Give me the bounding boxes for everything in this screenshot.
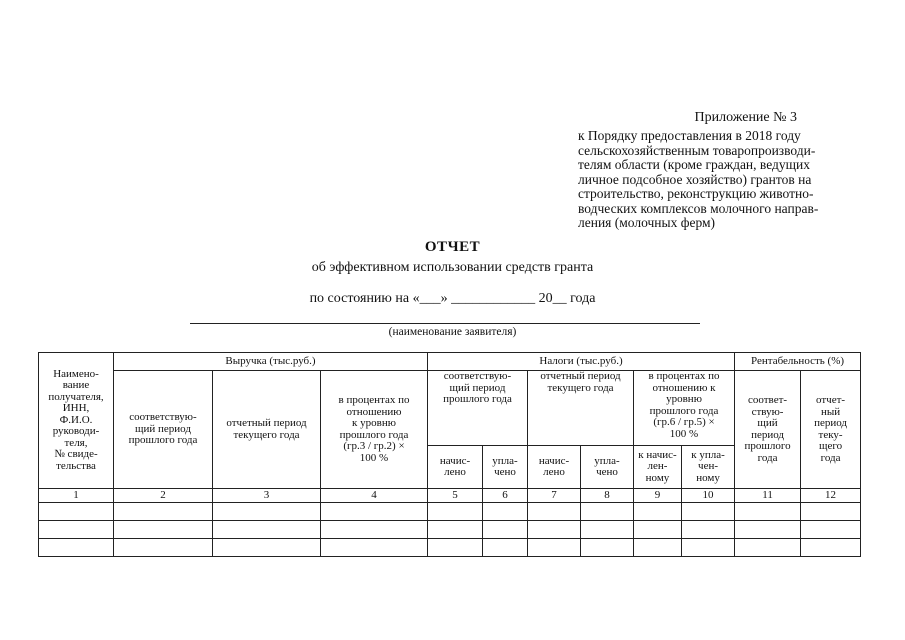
header-tax-to-paid: к упла- чен- ному	[682, 446, 735, 489]
header-tax-accrued: начис- лено	[428, 446, 483, 489]
appendix-line: сельскохозяйственным товаропроизводи-	[578, 142, 816, 158]
table-cell[interactable]	[682, 539, 735, 557]
table-cell[interactable]	[735, 521, 801, 539]
header-tax-to-accrued: к начис- лен- ному	[634, 446, 682, 489]
table-cell[interactable]	[428, 539, 483, 557]
header-taxes-current: отчетный период текущего года	[528, 371, 634, 446]
table-cell[interactable]	[483, 539, 528, 557]
table-row	[39, 539, 861, 557]
table-cell[interactable]	[321, 503, 428, 521]
table-cell[interactable]	[321, 521, 428, 539]
table-cell[interactable]	[114, 521, 213, 539]
table-cell[interactable]	[581, 503, 634, 521]
table-cell[interactable]	[735, 539, 801, 557]
table-cell[interactable]	[682, 521, 735, 539]
column-number: 3	[213, 489, 321, 503]
column-number: 5	[428, 489, 483, 503]
table-cell[interactable]	[483, 521, 528, 539]
table-cell[interactable]	[528, 521, 581, 539]
header-revenue: Выручка (тыс.руб.)	[114, 353, 428, 371]
header-tax-accrued: начис- лено	[528, 446, 581, 489]
table-row	[39, 521, 861, 539]
column-number: 4	[321, 489, 428, 503]
appendix-title: Приложение № 3	[694, 110, 797, 125]
column-number-row	[39, 489, 861, 503]
header-revenue-prev: соответствую- щий период прошлого года	[114, 371, 213, 489]
report-title: ОТЧЕТ	[424, 239, 481, 255]
table-cell[interactable]	[634, 521, 682, 539]
column-number: 10	[682, 489, 735, 503]
appendix-line: ления (молочных ферм)	[578, 215, 716, 230]
table-cell[interactable]	[39, 503, 114, 521]
column-number: 12	[801, 489, 861, 503]
header-tax-paid: упла- чено	[581, 446, 634, 489]
table-cell[interactable]	[114, 503, 213, 521]
header-profitability: Рентабельность (%)	[735, 353, 861, 371]
table-cell[interactable]	[213, 521, 321, 539]
table-cell[interactable]	[801, 539, 861, 557]
table-cell[interactable]	[682, 503, 735, 521]
header-revenue-current: отчетный период текущего года	[213, 371, 321, 489]
table-cell[interactable]	[581, 521, 634, 539]
report-date-line: по состоянию на «___» ____________ 20__ года	[309, 291, 596, 306]
table-cell[interactable]	[735, 503, 801, 521]
header-taxes-prev: соответствую- щий период прошлого года	[428, 371, 528, 446]
column-number: 2	[114, 489, 213, 503]
appendix-block	[578, 110, 863, 231]
table-cell[interactable]	[483, 503, 528, 521]
appendix-line: личное подсобное хозяйство) грантов на	[578, 171, 812, 187]
column-number: 6	[483, 489, 528, 503]
appendix-line: телям области (кроме граждан, ведущих	[578, 157, 811, 172]
table-cell[interactable]	[39, 521, 114, 539]
report-table	[38, 352, 861, 557]
column-number: 11	[735, 489, 801, 503]
column-number: 1	[39, 489, 114, 503]
column-number: 8	[581, 489, 634, 503]
table-cell[interactable]	[321, 539, 428, 557]
table-cell[interactable]	[634, 503, 682, 521]
table-cell[interactable]	[39, 539, 114, 557]
table-cell[interactable]	[528, 539, 581, 557]
table-cell[interactable]	[213, 539, 321, 557]
header-tax-paid: упла- чено	[483, 446, 528, 489]
column-number: 9	[634, 489, 682, 503]
appendix-line: водческих комплексов молочного направ-	[578, 200, 819, 216]
table-cell[interactable]	[581, 539, 634, 557]
header-profit-prev: соответ- ствую- щий период прошлого года	[735, 371, 801, 489]
applicant-caption: (наименование заявителя)	[388, 326, 517, 338]
report-subtitle: об эффективном использовании средств гранта	[311, 260, 594, 275]
appendix-line: строительство, реконструкцию животно-	[578, 186, 814, 201]
column-number: 7	[528, 489, 581, 503]
header-recipient: Наимено- вание получателя, ИНН, Ф.И.О. руководи- теля, № свиде- тельства	[39, 353, 114, 489]
header-revenue-percent: в процентах по отношению к уровню прошлого года (гр.3 / гр.2) × 100 %	[321, 371, 428, 489]
table-row	[39, 503, 861, 521]
header-taxes-percent: в процентах по отношению к уровню прошлого года (гр.6 / гр.5) × 100 %	[634, 371, 735, 446]
header-profit-current: отчет- ный период теку- щего года	[801, 371, 861, 489]
table-cell[interactable]	[801, 521, 861, 539]
table-cell[interactable]	[428, 503, 483, 521]
table-cell[interactable]	[528, 503, 581, 521]
appendix-line: к Порядку предоставления в 2018 году	[578, 128, 801, 143]
table-cell[interactable]	[428, 521, 483, 539]
table-cell[interactable]	[801, 503, 861, 521]
table-cell[interactable]	[213, 503, 321, 521]
appendix-body	[578, 129, 863, 231]
applicant-name-line	[190, 323, 700, 324]
table-cell[interactable]	[114, 539, 213, 557]
header-taxes: Налоги (тыс.руб.)	[428, 353, 735, 371]
table-cell[interactable]	[634, 539, 682, 557]
